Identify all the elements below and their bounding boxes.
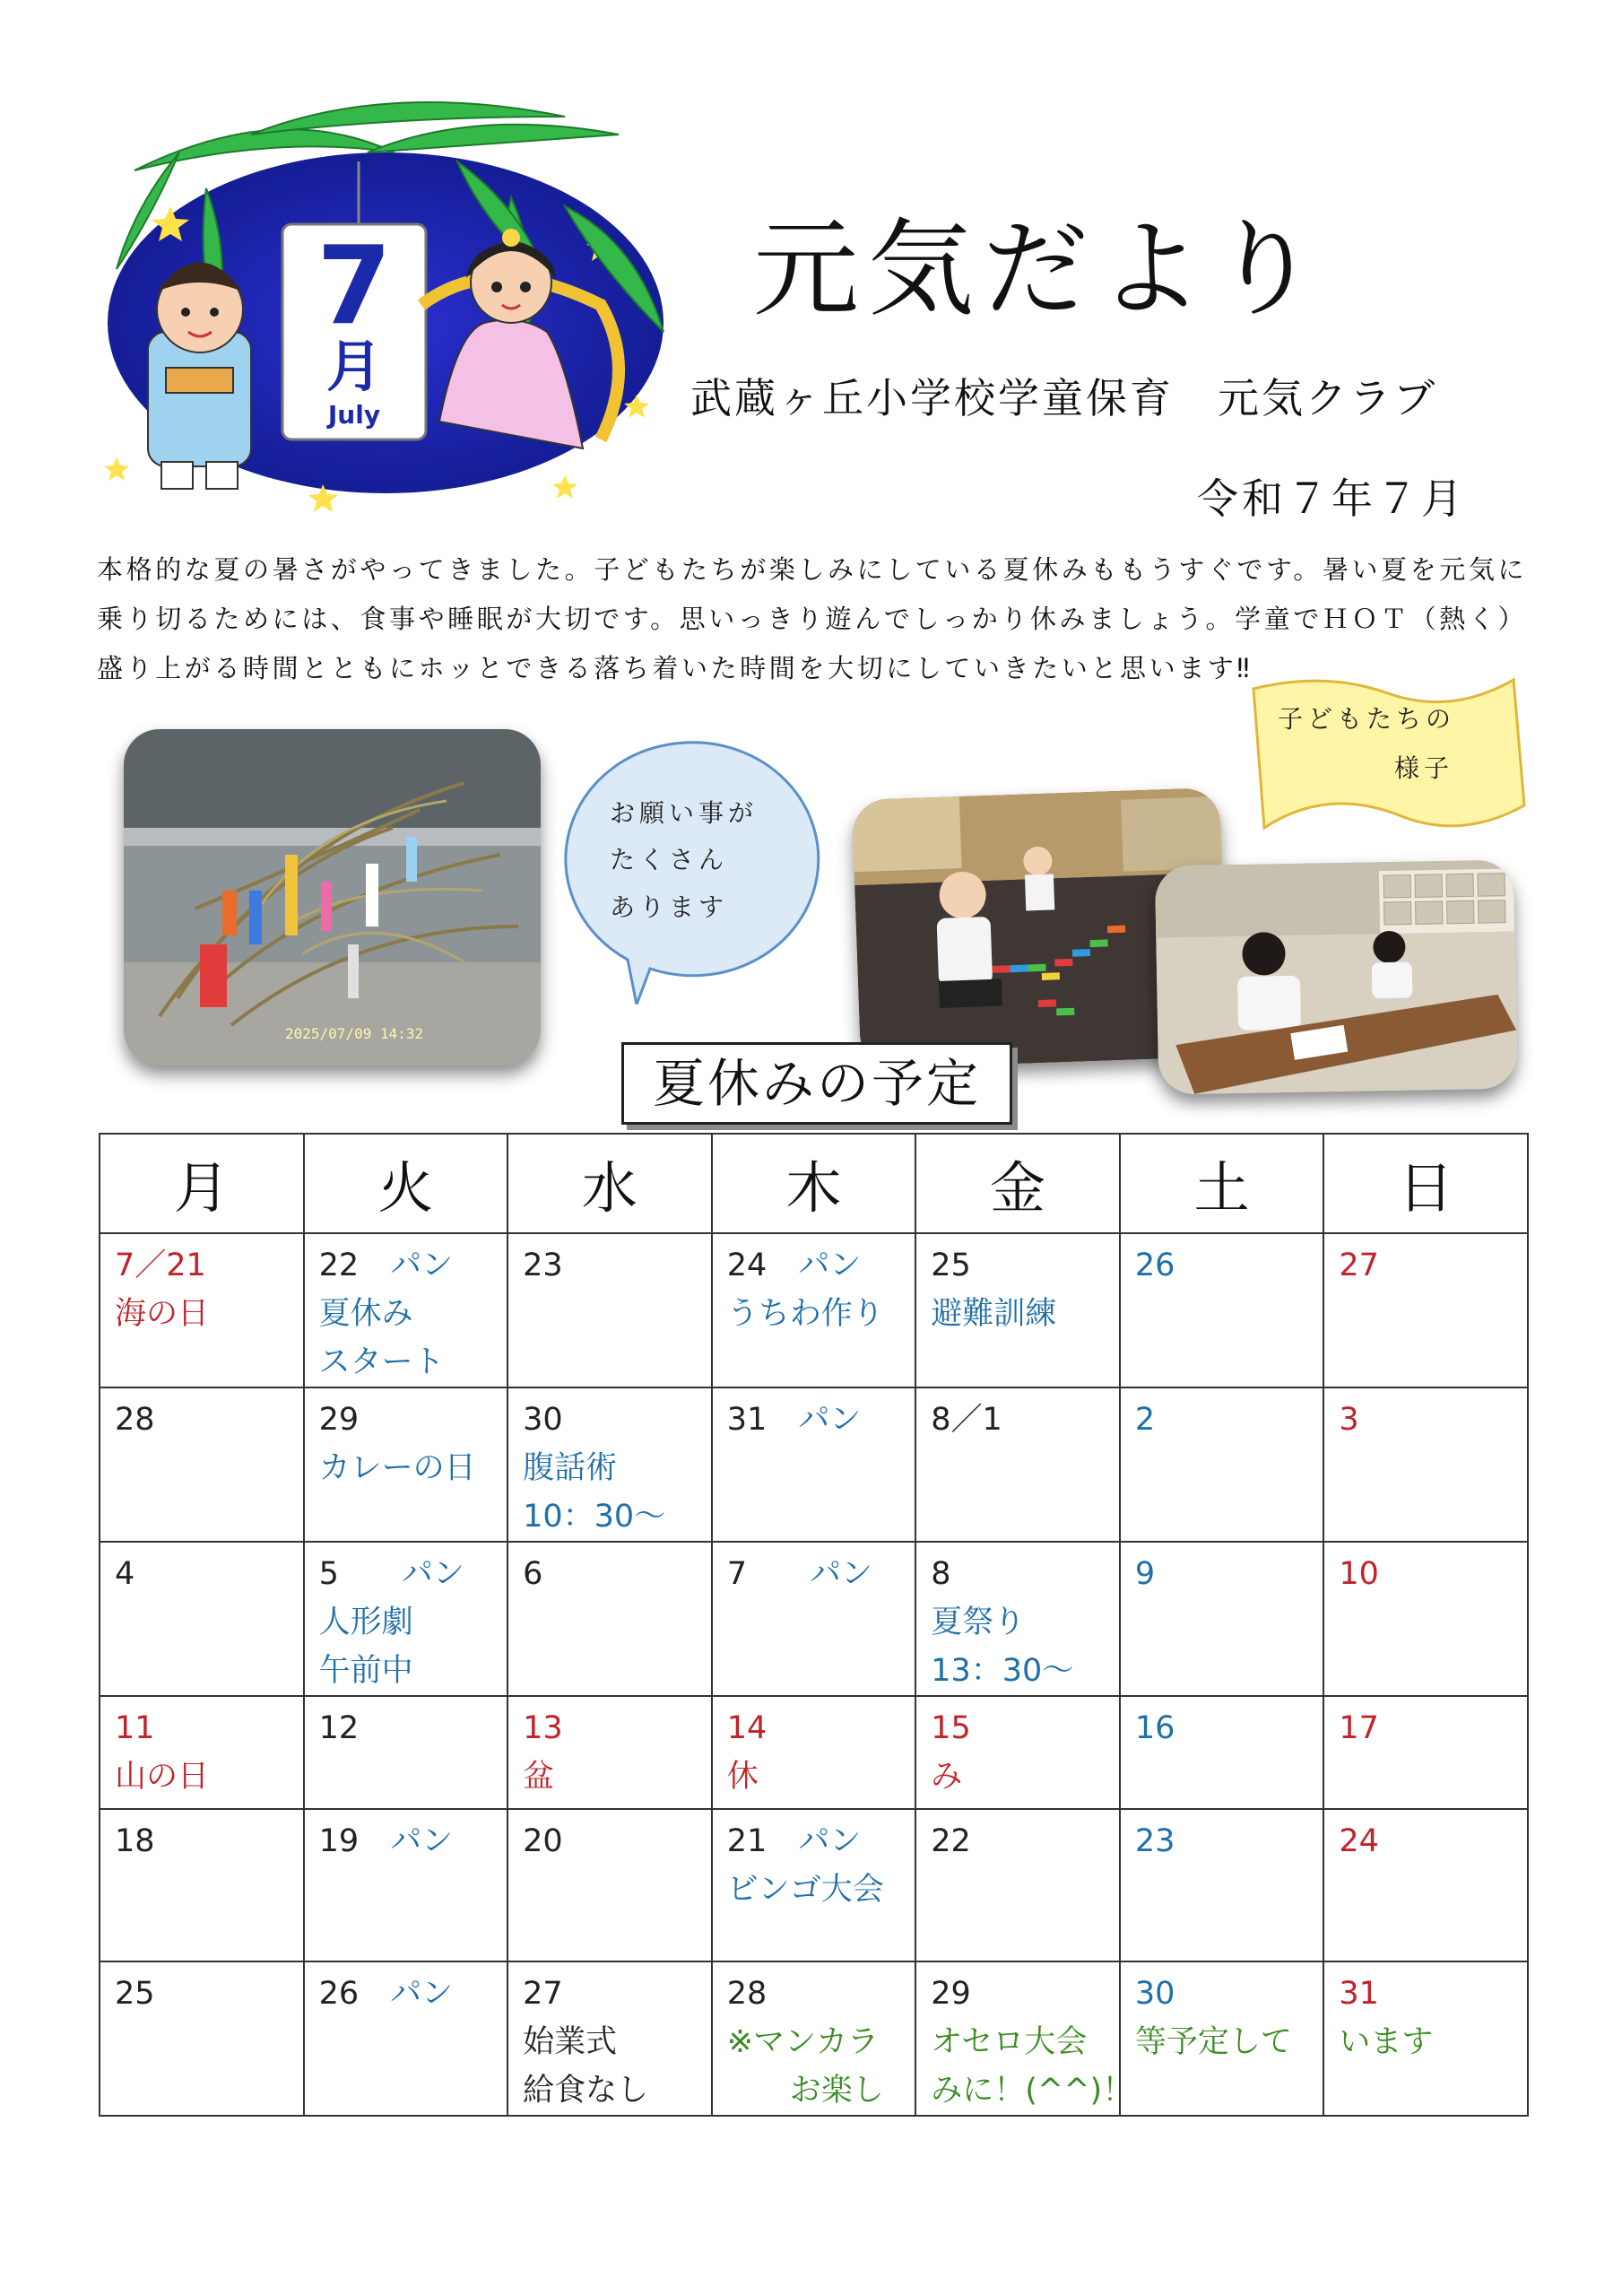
bubble-line-2: たくさん — [610, 845, 729, 874]
calendar-day-cell — [1120, 1387, 1324, 1542]
calendar-cell-line — [319, 1396, 493, 1444]
calendar-cell-text: 10：30～ — [523, 1499, 666, 1535]
tanabata-july-illustration — [99, 99, 672, 520]
calendar-cell-line — [115, 1704, 289, 1752]
calendar-cell-line — [319, 1704, 493, 1752]
calendar-cell-line — [1339, 1550, 1513, 1598]
calendar-cell-text: 7 — [726, 1556, 810, 1592]
calendar-cell-line — [1135, 1817, 1309, 1866]
calendar-cell-text: 13：30～ — [931, 1653, 1074, 1689]
calendar-cell-line — [115, 1241, 289, 1290]
calendar-day-cell — [507, 1387, 712, 1542]
calendar-cell-line — [931, 1752, 1105, 1801]
summer-schedule-calendar — [99, 1133, 1529, 2117]
bread-day-marker: パン — [390, 1248, 454, 1283]
calendar-cell-line — [523, 2018, 697, 2066]
calendar-cell-line — [1135, 1704, 1309, 1752]
calendar-cell-line — [319, 1290, 493, 1338]
calendar-day-cell — [1323, 1809, 1528, 1961]
tanabata-bamboo-photo — [124, 729, 541, 1065]
calendar-cell-line — [115, 1970, 289, 2018]
calendar-cell-text: 24 — [726, 1248, 799, 1283]
calendar-day-cell — [712, 1961, 916, 2116]
calendar-cell-text: 始業式 — [523, 2024, 618, 2060]
calendar-cell-text: 25 — [931, 1248, 971, 1283]
calendar-cell-text: 27 — [523, 1976, 563, 2012]
calendar-cell-line — [523, 1444, 697, 1492]
calendar-cell-text: 8／1 — [931, 1402, 1002, 1438]
calendar-cell-text: 9 — [1134, 1556, 1156, 1592]
calendar-cell-line — [727, 2018, 901, 2066]
intro-paragraph: 本格的な夏の暑さがやってきました。子どもたちが楽しみにしている夏休みももうすぐです。暑い夏を元気に乗り切るためには、食事や睡眠が大切です。思いっきり遊んでしっかり休みましょう。学童でＨＯＴ（熱く）盛り上がる時間とともにホッとできる落ち着いた時間を大切にしていきたいと思います‼ — [97, 554, 1528, 683]
calendar-cell-line — [523, 1817, 697, 1866]
calendar-week-row — [100, 1961, 1528, 2116]
calendar-cell-line — [523, 1492, 697, 1541]
calendar-cell-line — [1339, 1817, 1513, 1866]
calendar-cell-line — [727, 2066, 901, 2115]
calendar-day-cell — [304, 1233, 508, 1387]
calendar-cell-line — [931, 1647, 1105, 1695]
calendar-day-cell — [1120, 1542, 1324, 1696]
calendar-day-cell — [100, 1387, 304, 1542]
calendar-day-cell — [1120, 1809, 1324, 1961]
photo-timestamp: 2025/07/09 14:32 — [285, 1025, 424, 1042]
calendar-cell-text: 7／21 — [115, 1248, 206, 1283]
calendar-day-cell — [304, 1961, 508, 2116]
calendar-cell-line — [115, 1290, 289, 1338]
calendar-cell-text: 5 — [318, 1556, 402, 1592]
calendar-cell-line — [931, 1290, 1105, 1338]
bread-day-marker: パン — [809, 1556, 872, 1592]
calendar-cell-line — [523, 1970, 697, 2018]
calendar-cell-text: 海の日 — [115, 1296, 210, 1332]
bread-day-marker: パン — [390, 1823, 454, 1859]
calendar-cell-text: 夏祭り — [931, 1605, 1026, 1640]
calendar-cell-text: 19 — [318, 1823, 391, 1859]
month-badge-number: 7 — [317, 224, 392, 349]
calendar-day-cell — [1120, 1961, 1324, 2116]
calendar-cell-text: 夏休み — [318, 1296, 413, 1332]
calendar-cell-line — [931, 1970, 1105, 2018]
children-writing-photo — [1155, 860, 1517, 1095]
calendar-cell-text: ※マンカラ — [726, 2024, 880, 2060]
calendar-cell-line — [115, 1396, 289, 1444]
calendar-day-cell — [1323, 1542, 1528, 1696]
calendar-day-cell — [304, 1387, 508, 1542]
calendar-day-cell — [712, 1387, 916, 1542]
calendar-cell-text: スタート — [318, 1344, 445, 1380]
calendar-cell-text: お楽し — [726, 2073, 884, 2109]
calendar-cell-line — [523, 1752, 697, 1801]
calendar-cell-text: 24 — [1339, 1823, 1379, 1859]
calendar-cell-line — [1339, 1241, 1513, 1290]
calendar-day-cell — [507, 1542, 712, 1696]
calendar-cell-line — [931, 1550, 1105, 1598]
calendar-cell-line — [1339, 1396, 1513, 1444]
calendar-cell-text: 27 — [1339, 1248, 1379, 1283]
calendar-cell-line — [319, 1970, 493, 2018]
weekday-header-sat: 土 — [1120, 1134, 1324, 1233]
newsletter-title: 元気だより — [753, 207, 1328, 331]
calendar-week-row — [100, 1696, 1528, 1809]
calendar-day-cell — [915, 1233, 1120, 1387]
calendar-cell-text: 25 — [115, 1976, 155, 2012]
weekday-header-wed: 水 — [507, 1134, 712, 1233]
calendar-cell-text: 29 — [931, 1976, 971, 2012]
calendar-cell-text: 避難訓練 — [931, 1296, 1057, 1332]
calendar-day-cell — [304, 1809, 508, 1961]
calendar-cell-line — [1135, 1241, 1309, 1290]
calendar-cell-text: 26 — [1134, 1248, 1175, 1283]
calendar-day-cell — [712, 1542, 916, 1696]
flag-line-2: 様子 — [1394, 753, 1454, 783]
calendar-cell-line — [523, 1396, 697, 1444]
calendar-cell-text: 31 — [726, 1402, 799, 1438]
calendar-cell-line — [727, 1704, 901, 1752]
calendar-cell-text: 2 — [1134, 1402, 1156, 1438]
calendar-day-cell — [915, 1696, 1120, 1809]
calendar-week-row — [100, 1387, 1528, 1542]
calendar-cell-line — [1135, 1970, 1309, 2018]
calendar-cell-text: 29 — [318, 1402, 360, 1438]
calendar-cell-line — [727, 1241, 901, 1290]
calendar-cell-text: 山の日 — [115, 1759, 210, 1795]
calendar-cell-text: 盆 — [523, 1759, 555, 1795]
month-badge-kanji: 月 — [325, 334, 383, 399]
calendar-cell-text: 人形劇 — [318, 1605, 413, 1640]
calendar-cell-text: オセロ大会 — [931, 2024, 1088, 2060]
issue-date: 令和７年７月 — [1197, 474, 1466, 523]
calendar-cell-text: 10 — [1339, 1556, 1379, 1592]
calendar-cell-text: ビンゴ大会 — [726, 1872, 884, 1908]
flag-note-banner — [1245, 671, 1531, 837]
calendar-cell-text: 14 — [726, 1710, 768, 1746]
calendar-cell-text: 8 — [931, 1556, 951, 1592]
calendar-cell-line — [319, 1338, 493, 1387]
bubble-line-1: お願い事が — [610, 798, 759, 828]
bread-day-marker: パン — [390, 1976, 454, 2012]
calendar-cell-line — [931, 2066, 1134, 2115]
calendar-day-cell — [915, 1387, 1120, 1542]
calendar-cell-line — [931, 2018, 1105, 2066]
calendar-cell-text: 28 — [115, 1402, 155, 1438]
bread-day-marker: パン — [798, 1248, 862, 1283]
calendar-day-cell — [712, 1696, 916, 1809]
weekday-header-sun: 日 — [1323, 1134, 1528, 1233]
bread-day-marker: パン — [798, 1402, 862, 1438]
month-badge-english: July — [327, 400, 381, 430]
calendar-cell-text: 30 — [1134, 1976, 1175, 2012]
calendar-cell-text: 6 — [523, 1556, 543, 1592]
calendar-cell-text: 23 — [1134, 1823, 1175, 1859]
bubble-line-3: あります — [610, 892, 729, 922]
calendar-day-cell — [507, 1233, 712, 1387]
calendar-day-cell — [100, 1233, 304, 1387]
calendar-day-cell — [507, 1961, 712, 2116]
flag-line-1: 子どもたちの — [1278, 704, 1456, 734]
calendar-day-cell — [1323, 1233, 1528, 1387]
calendar-cell-text: います — [1339, 2024, 1434, 2060]
calendar-cell-line — [523, 1550, 697, 1598]
calendar-cell-text: 30 — [523, 1402, 563, 1438]
calendar-body — [100, 1233, 1528, 2116]
calendar-cell-line — [1135, 1396, 1309, 1444]
calendar-cell-text: 16 — [1134, 1710, 1175, 1746]
calendar-day-cell — [507, 1696, 712, 1809]
calendar-cell-line — [523, 1241, 697, 1290]
calendar-cell-line — [727, 1817, 901, 1866]
calendar-cell-line — [931, 1598, 1105, 1647]
bread-day-marker: パン — [798, 1823, 862, 1859]
calendar-day-cell — [712, 1233, 916, 1387]
calendar-day-cell — [507, 1809, 712, 1961]
calendar-cell-line — [931, 1241, 1105, 1290]
calendar-cell-line — [523, 1704, 697, 1752]
calendar-cell-text: うちわ作り — [726, 1296, 884, 1332]
calendar-cell-line — [115, 1752, 289, 1801]
weekday-header-tue: 火 — [304, 1134, 508, 1233]
calendar-cell-line — [319, 1817, 493, 1866]
calendar-cell-text: 23 — [523, 1248, 563, 1283]
calendar-day-cell — [100, 1542, 304, 1696]
calendar-week-row — [100, 1809, 1528, 1961]
schedule-title: 夏休みの予定 — [621, 1042, 1012, 1125]
weekday-header-mon: 月 — [100, 1134, 304, 1233]
calendar-day-cell — [1323, 1696, 1528, 1809]
calendar-cell-line — [319, 1444, 493, 1492]
calendar-cell-text: 12 — [318, 1710, 360, 1746]
calendar-cell-line — [319, 1598, 493, 1647]
calendar-cell-line — [319, 1550, 493, 1598]
calendar-cell-line — [115, 1817, 289, 1866]
calendar-cell-text: 21 — [726, 1823, 799, 1859]
calendar-day-cell — [100, 1809, 304, 1961]
calendar-day-cell — [1323, 1961, 1528, 2116]
calendar-cell-line — [727, 1550, 901, 1598]
calendar-day-cell — [915, 1961, 1134, 2116]
calendar-day-cell — [100, 1961, 304, 2116]
calendar-cell-text: 午前中 — [318, 1653, 413, 1689]
calendar-cell-line — [727, 1752, 901, 1801]
calendar-cell-line — [727, 1290, 901, 1338]
calendar-day-cell — [915, 1809, 1120, 1961]
calendar-cell-text: 31 — [1339, 1976, 1379, 2012]
calendar-cell-text: 給食なし — [523, 2073, 649, 2109]
weekday-header-fri: 金 — [915, 1134, 1120, 1233]
weekday-header-thu: 木 — [712, 1134, 916, 1233]
calendar-day-cell — [1120, 1696, 1324, 1809]
calendar-day-cell — [304, 1542, 508, 1696]
bread-day-marker: パン — [401, 1556, 464, 1592]
calendar-cell-line — [1135, 2018, 1309, 2066]
calendar-cell-text: 26 — [318, 1976, 391, 2012]
calendar-cell-text: 等予定して — [1134, 2024, 1292, 2060]
calendar-cell-line — [931, 1396, 1105, 1444]
calendar-cell-line — [523, 2066, 697, 2115]
organization-name: 武蔵ヶ丘小学校学童保育 元気クラブ — [690, 374, 1437, 422]
calendar-day-cell — [712, 1809, 916, 1961]
calendar-day-cell — [1323, 1387, 1528, 1542]
calendar-cell-text: 22 — [931, 1823, 971, 1859]
calendar-cell-text: 20 — [523, 1823, 563, 1859]
calendar-day-cell — [304, 1696, 508, 1809]
calendar-cell-line — [1339, 1970, 1513, 2018]
calendar-cell-line — [319, 1647, 493, 1695]
calendar-cell-text: 17 — [1339, 1710, 1379, 1746]
calendar-cell-line — [1135, 1550, 1309, 1598]
calendar-cell-line — [115, 1550, 289, 1598]
calendar-cell-line — [727, 1396, 901, 1444]
calendar-cell-line — [1339, 2018, 1513, 2066]
calendar-cell-text: 18 — [115, 1823, 155, 1859]
calendar-cell-line — [727, 1866, 901, 1914]
calendar-day-cell — [915, 1542, 1120, 1696]
calendar-cell-line — [1339, 1704, 1513, 1752]
calendar-cell-line — [727, 1970, 901, 2018]
calendar-week-row — [100, 1542, 1528, 1696]
calendar-cell-text: み — [931, 1759, 963, 1795]
calendar-cell-text: 3 — [1339, 1402, 1359, 1438]
calendar-cell-text: みに！(^^)！ — [931, 2073, 1134, 2109]
calendar-cell-text: 休 — [726, 1759, 759, 1795]
calendar-cell-text: 15 — [931, 1710, 971, 1746]
calendar-cell-text: カレーの日 — [318, 1450, 476, 1486]
calendar-day-cell — [1120, 1233, 1324, 1387]
calendar-cell-text: 腹話術 — [523, 1450, 618, 1486]
calendar-cell-text: 11 — [115, 1710, 155, 1746]
calendar-cell-text: 4 — [115, 1556, 135, 1592]
calendar-day-cell — [100, 1696, 304, 1809]
calendar-cell-text: 22 — [318, 1248, 391, 1283]
weekday-header-row — [100, 1134, 1528, 1233]
calendar-cell-text: 13 — [523, 1710, 563, 1746]
calendar-cell-text: 28 — [726, 1976, 768, 2012]
calendar-week-row — [100, 1233, 1528, 1387]
calendar-cell-line — [319, 1241, 493, 1290]
calendar-cell-line — [931, 1817, 1105, 1866]
calendar-cell-line — [931, 1704, 1105, 1752]
